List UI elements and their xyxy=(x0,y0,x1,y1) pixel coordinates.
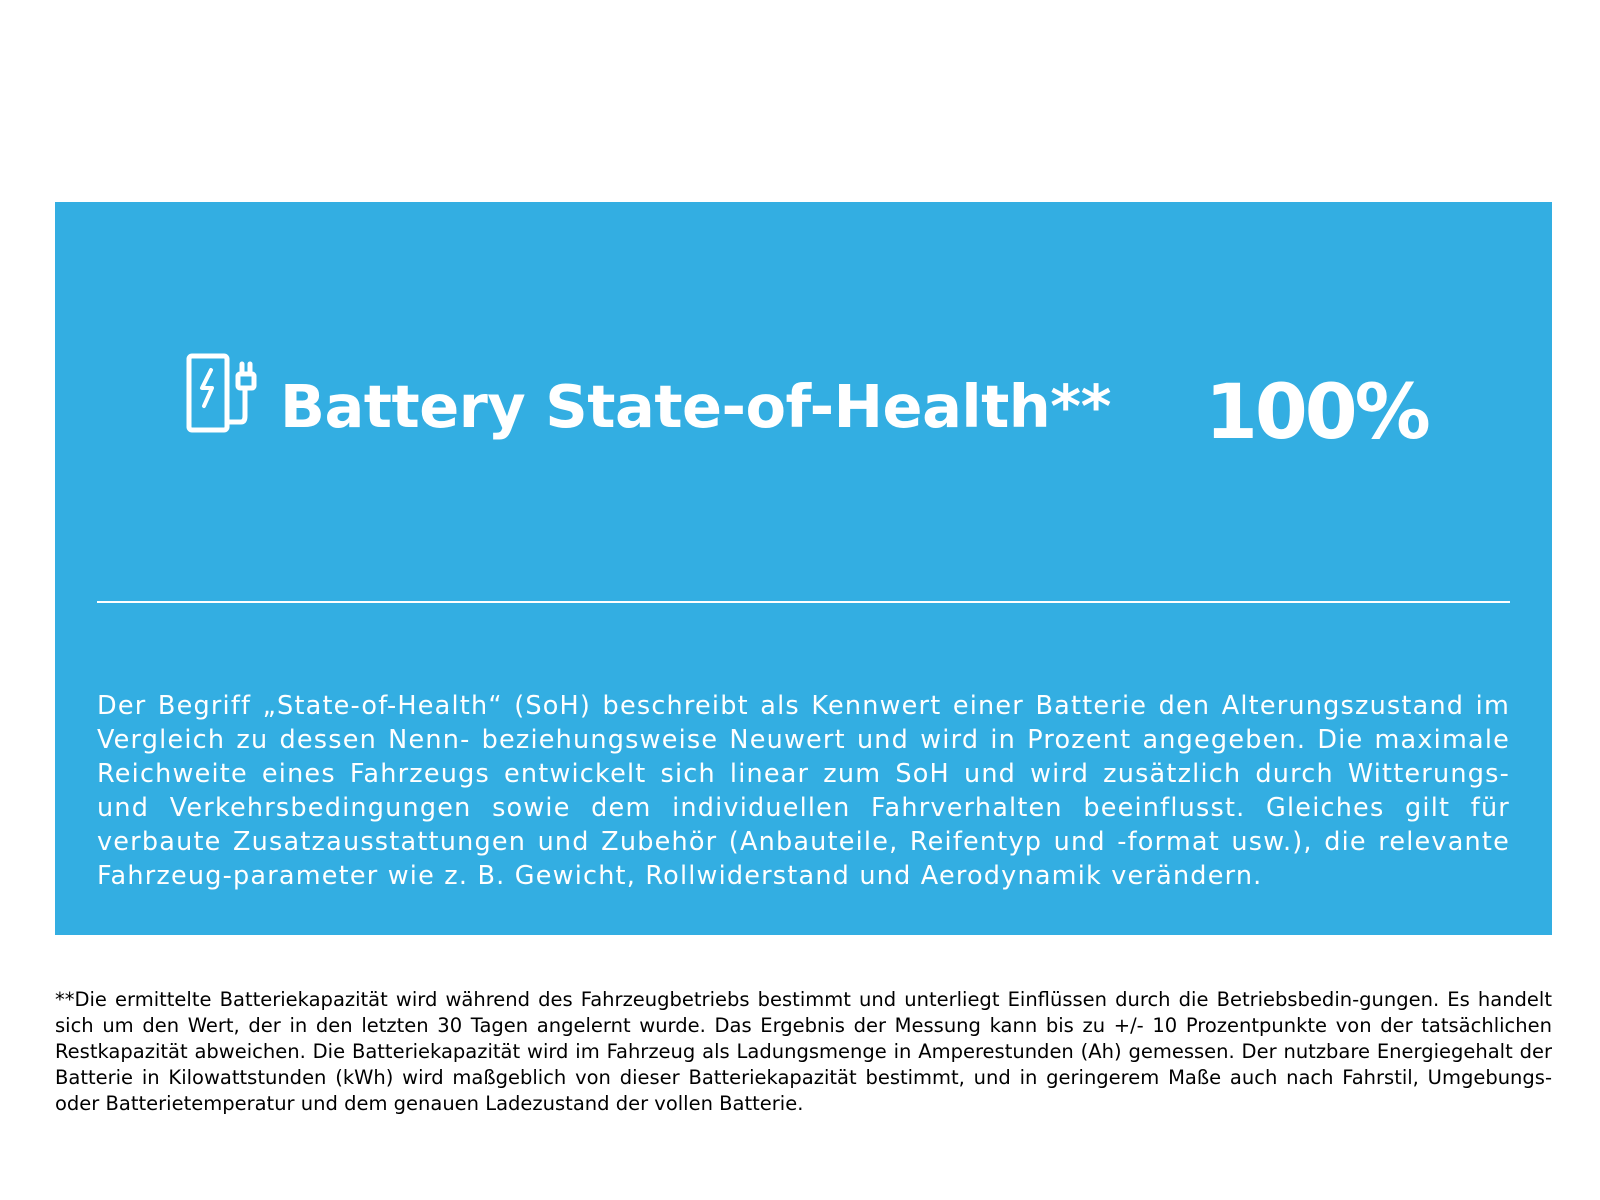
health-value: 100% xyxy=(1205,367,1428,456)
card-title: Battery State-of-Health** xyxy=(280,372,1112,441)
footnote: **Die ermittelte Batteriekapazität wird während des Fahrzeugbetriebs bestimmt und unterliegt Einflüssen durch die Betriebsbedin-gungen. Es handelt sich um den Wert, der in den letzten 30 Tagen angelernt wurde. Das Ergebnis der Messung kann bis zu +/- 10 Prozentpunkte von der tatsächlichen Restkapazität abweichen. Die Batteriekapazität wird im Fahrzeug als Ladungsmenge in Amperestunden (Ah) gemessen. Der nutzbare Energiegehalt der Batterie in Kilowattstunden (kWh) wird maßgeblich von dieser Batteriekapazität bestimmt, und in geringerem Maße auch nach Fahrstil, Umgebungs- oder Batterietemperatur und dem genauen Ladezustand der vollen Batterie. xyxy=(55,988,1552,1115)
divider xyxy=(97,601,1510,603)
battery-health-card xyxy=(55,202,1552,935)
battery-charging-plug-icon xyxy=(185,352,267,434)
card-description: Der Begriff „State-of-Health“ (SoH) beschreibt als Kennwert einer Batterie den Alterungszustand im Vergleich zu dessen Nenn- beziehungsweise Neuwert und wird in Prozent angegeben. Die maximale Reichweite eines Fahrzeugs entwickelt sich linear zum SoH und wird zusätzlich durch Witterungs- und Verkehrsbedingungen sowie dem individuellen Fahrverhalten beeinflusst. Gleiches gilt für verbaute Zusatzausstattungen und Zubehör (Anbauteile, Reifentyp und -format usw.), die relevante Fahrzeug-parameter wie z. B. Gewicht, Rollwiderstand und Aerodynamik verändern. xyxy=(97,691,1510,891)
